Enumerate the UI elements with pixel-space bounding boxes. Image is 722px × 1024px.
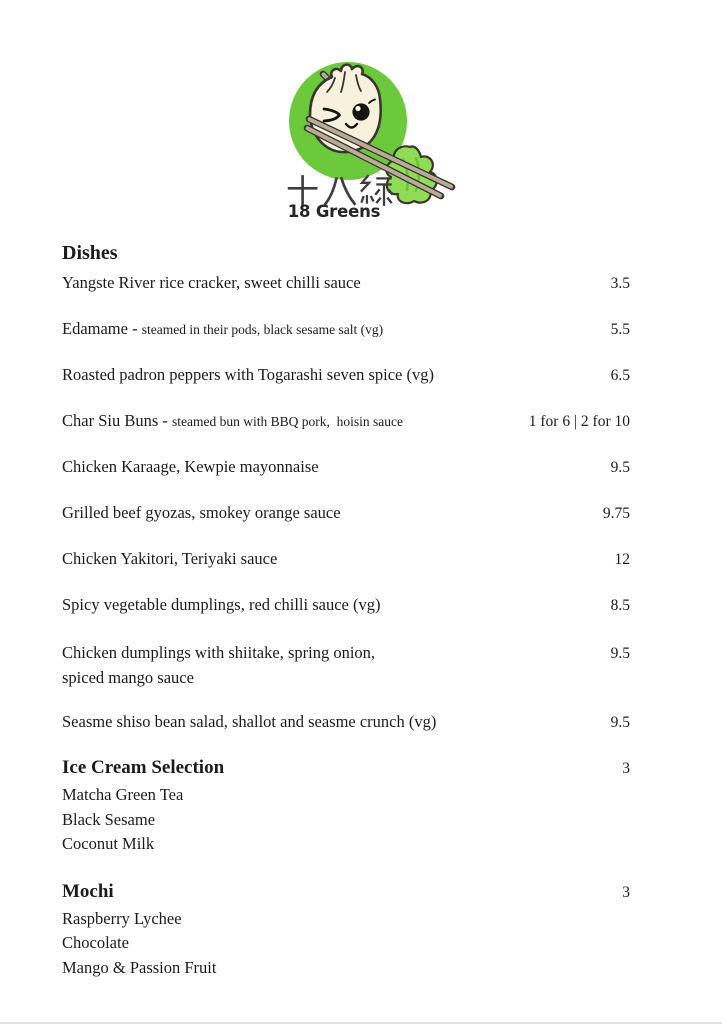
ice-cream-section <box>62 757 630 857</box>
dish-price: 9.5 <box>610 459 630 476</box>
section-title-dishes: Dishes <box>62 242 118 264</box>
dish-name: Chicken Yakitori, Teriyaki sauce <box>62 549 278 568</box>
dish-name: Edamame - <box>62 319 138 338</box>
dish-price: 8.5 <box>610 597 630 614</box>
section-title-ice-cream: Ice Cream Selection <box>62 757 225 778</box>
menu-item-row <box>62 272 630 295</box>
menu-item-row <box>62 548 630 571</box>
section-price: 3 <box>622 760 630 777</box>
dish-desc: steamed bun with BBQ pork, hoisin sauce <box>172 414 403 429</box>
flavour-item: Coconut Milk <box>62 834 155 853</box>
dish-price: 9.5 <box>610 714 630 731</box>
dish-name: Roasted padron peppers with Togarashi seven spice (vg) <box>62 365 434 384</box>
flavour-item: Chocolate <box>62 933 129 952</box>
mochi-section <box>62 881 630 981</box>
dish-name: Seasme shiso bean salad, shallot and seasme crunch (vg) <box>62 712 437 731</box>
dish-price: 1 for 6 | 2 for 10 <box>528 413 630 430</box>
menu-item-row <box>62 640 630 690</box>
dish-price: 9.75 <box>602 505 630 522</box>
menu-item-row <box>62 711 630 734</box>
flavour-item: Black Sesame <box>62 809 156 829</box>
dish-price: 3.5 <box>610 275 630 292</box>
dish-name-line2: spiced mango sauce <box>62 668 194 687</box>
dish-name: Yangste River rice cracker, sweet chilli sauce <box>62 273 361 292</box>
dish-price: 6.5 <box>610 367 630 384</box>
dish-price: 12 <box>614 551 630 568</box>
menu-item-row <box>62 364 630 387</box>
menu-item-row <box>62 318 630 341</box>
dish-price: 5.5 <box>610 321 630 338</box>
menu-item-row <box>62 456 630 479</box>
dish-price: 9.5 <box>610 645 630 662</box>
menu-item-row <box>62 594 630 617</box>
menu-item-row <box>62 410 630 433</box>
dish-name: Spicy vegetable dumplings, red chilli sauce (vg) <box>62 595 381 614</box>
dish-name: Chicken Karaage, Kewpie mayonnaise <box>62 457 319 476</box>
dish-name: Char Siu Buns - <box>62 411 168 430</box>
logo-english-name: 18 Greens <box>287 202 381 221</box>
section-title-mochi: Mochi <box>62 880 114 902</box>
flavour-item: Mango & Passion Fruit <box>62 957 217 977</box>
menu-item-row <box>62 502 630 525</box>
flavour-item: Raspberry Lychee <box>62 908 182 928</box>
flavour-item: Matcha Green Tea <box>62 785 184 804</box>
section-price: 3 <box>622 883 630 901</box>
dish-name: Chicken dumplings with shiitake, spring onion, <box>62 643 376 662</box>
dish-name: Grilled beef gyozas, smokey orange sauce <box>62 503 341 522</box>
dish-desc: steamed in their pods, black sesame salt (vg) <box>141 322 384 337</box>
